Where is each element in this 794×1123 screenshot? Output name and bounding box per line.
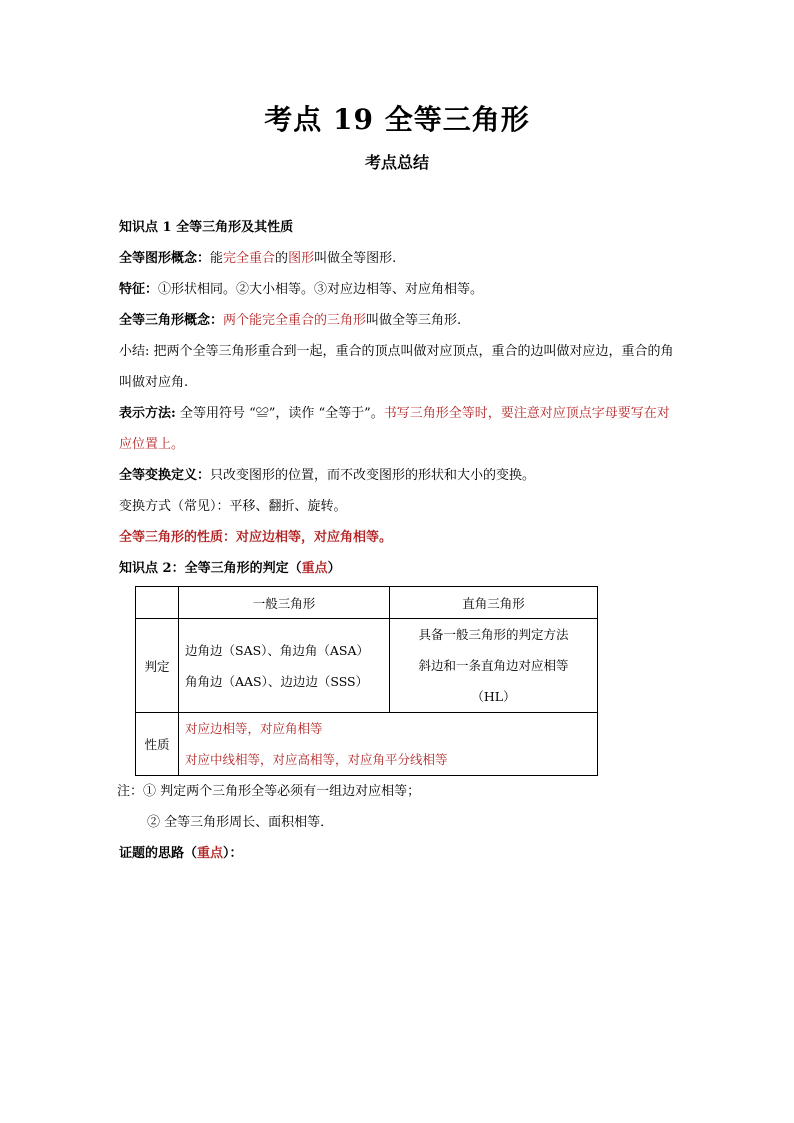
transform-def-text: 只改变图形的位置，而不改变图形的形状和大小的变换。 <box>210 468 536 483</box>
concept-label: 全等图形概念： <box>119 251 211 266</box>
notation-red: 书写三角形全等时，要注意对应顶点字母要写在对应位置上。 <box>119 406 670 452</box>
table-row-judge <box>136 619 598 713</box>
table-corner-cell <box>136 587 179 619</box>
proof-post: ）： <box>223 846 243 861</box>
content-body <box>119 212 679 869</box>
row-label-judge: 判定 <box>136 619 179 713</box>
concept-post: 叫做全等图形. <box>314 251 397 266</box>
general-line-1: 边角边（SAS）、角边角（ASA） <box>185 642 370 658</box>
general-criteria-cell <box>179 619 390 713</box>
kp1-heading: 知识点 1 全等三角形及其性质 <box>119 220 294 235</box>
notation-label: 表示方法: <box>119 406 176 421</box>
feature-line <box>119 274 679 305</box>
concept-mid: 的 <box>275 251 289 266</box>
transform-definition <box>119 460 679 491</box>
note-1: 注：① 判定两个三角形全等必须有一组边对应相等； <box>117 784 421 799</box>
kp2-red: 重点 <box>301 561 328 576</box>
kp2-pre: 知识点 2：全等三角形的判定（ <box>119 561 302 576</box>
tri-concept-label: 全等三角形概念： <box>119 313 224 328</box>
tri-concept-post: 叫做全等三角形. <box>366 313 462 328</box>
kp2-heading <box>119 553 679 584</box>
header-general: 一般三角形 <box>179 587 390 619</box>
property-statement: 全等三角形的性质：对应边相等，对应角相等。 <box>119 530 393 545</box>
concept-pre: 能 <box>210 251 224 266</box>
congruent-figure-concept <box>119 243 679 274</box>
tri-concept-red2: 三角形 <box>327 313 367 328</box>
summary-text: 把两个全等三角形重合到一起，重合的顶点叫做对应顶点，重合的边叫做对应边，重合的角叫做对应角. <box>119 344 674 390</box>
concept-red2: 图形 <box>288 251 315 266</box>
notation-paragraph <box>119 398 679 460</box>
row-label-property: 性质 <box>136 713 179 776</box>
note-2: ② 全等三角形周长、面积相等． <box>147 815 334 830</box>
concept-red1: 完全重合 <box>223 251 276 266</box>
table-row-property <box>136 713 598 776</box>
summary-paragraph <box>119 336 679 398</box>
summary-label: 小结: <box>119 344 150 359</box>
right-line-3: （HL） <box>471 689 516 704</box>
proof-red: 重点 <box>197 846 224 861</box>
proof-pre: 证题的思路（ <box>119 846 198 861</box>
page-title: 考点 19 全等三角形 <box>264 103 530 136</box>
right-line-1: 具备一般三角形的判定方法 <box>418 627 569 642</box>
header-right: 直角三角形 <box>390 587 598 619</box>
right-line-2: 斜边和一条直角边对应相等 <box>418 658 569 673</box>
general-line-2: 角角边（AAS）、边边边（SSS） <box>185 673 369 689</box>
page-subtitle: 考点总结 <box>364 153 429 172</box>
triangle-concept-line <box>119 305 679 336</box>
table-header-row <box>136 587 598 619</box>
feature-label: 特征： <box>119 282 159 297</box>
transform-def-label: 全等变换定义： <box>119 468 211 483</box>
kp2-post: ） <box>327 561 341 576</box>
judgement-table <box>135 586 598 776</box>
prop-line-1: 对应边相等，对应角相等 <box>185 721 323 736</box>
property-cell <box>179 713 598 776</box>
proof-heading <box>119 838 679 869</box>
feature-text: ①形状相同。②大小相等。③对应边相等、对应角相等。 <box>158 282 484 297</box>
prop-line-2: 对应中线相等，对应高相等，对应角平分线相等 <box>185 752 448 767</box>
notation-text: 全等用符号 “≌”，读作 “全等于”。 <box>175 406 384 421</box>
tri-concept-red1: 两个能完全重合的 <box>223 313 328 328</box>
right-criteria-cell <box>390 619 598 713</box>
transform-ways: 变换方式（常见）：平移、翻折、旋转。 <box>119 499 347 514</box>
